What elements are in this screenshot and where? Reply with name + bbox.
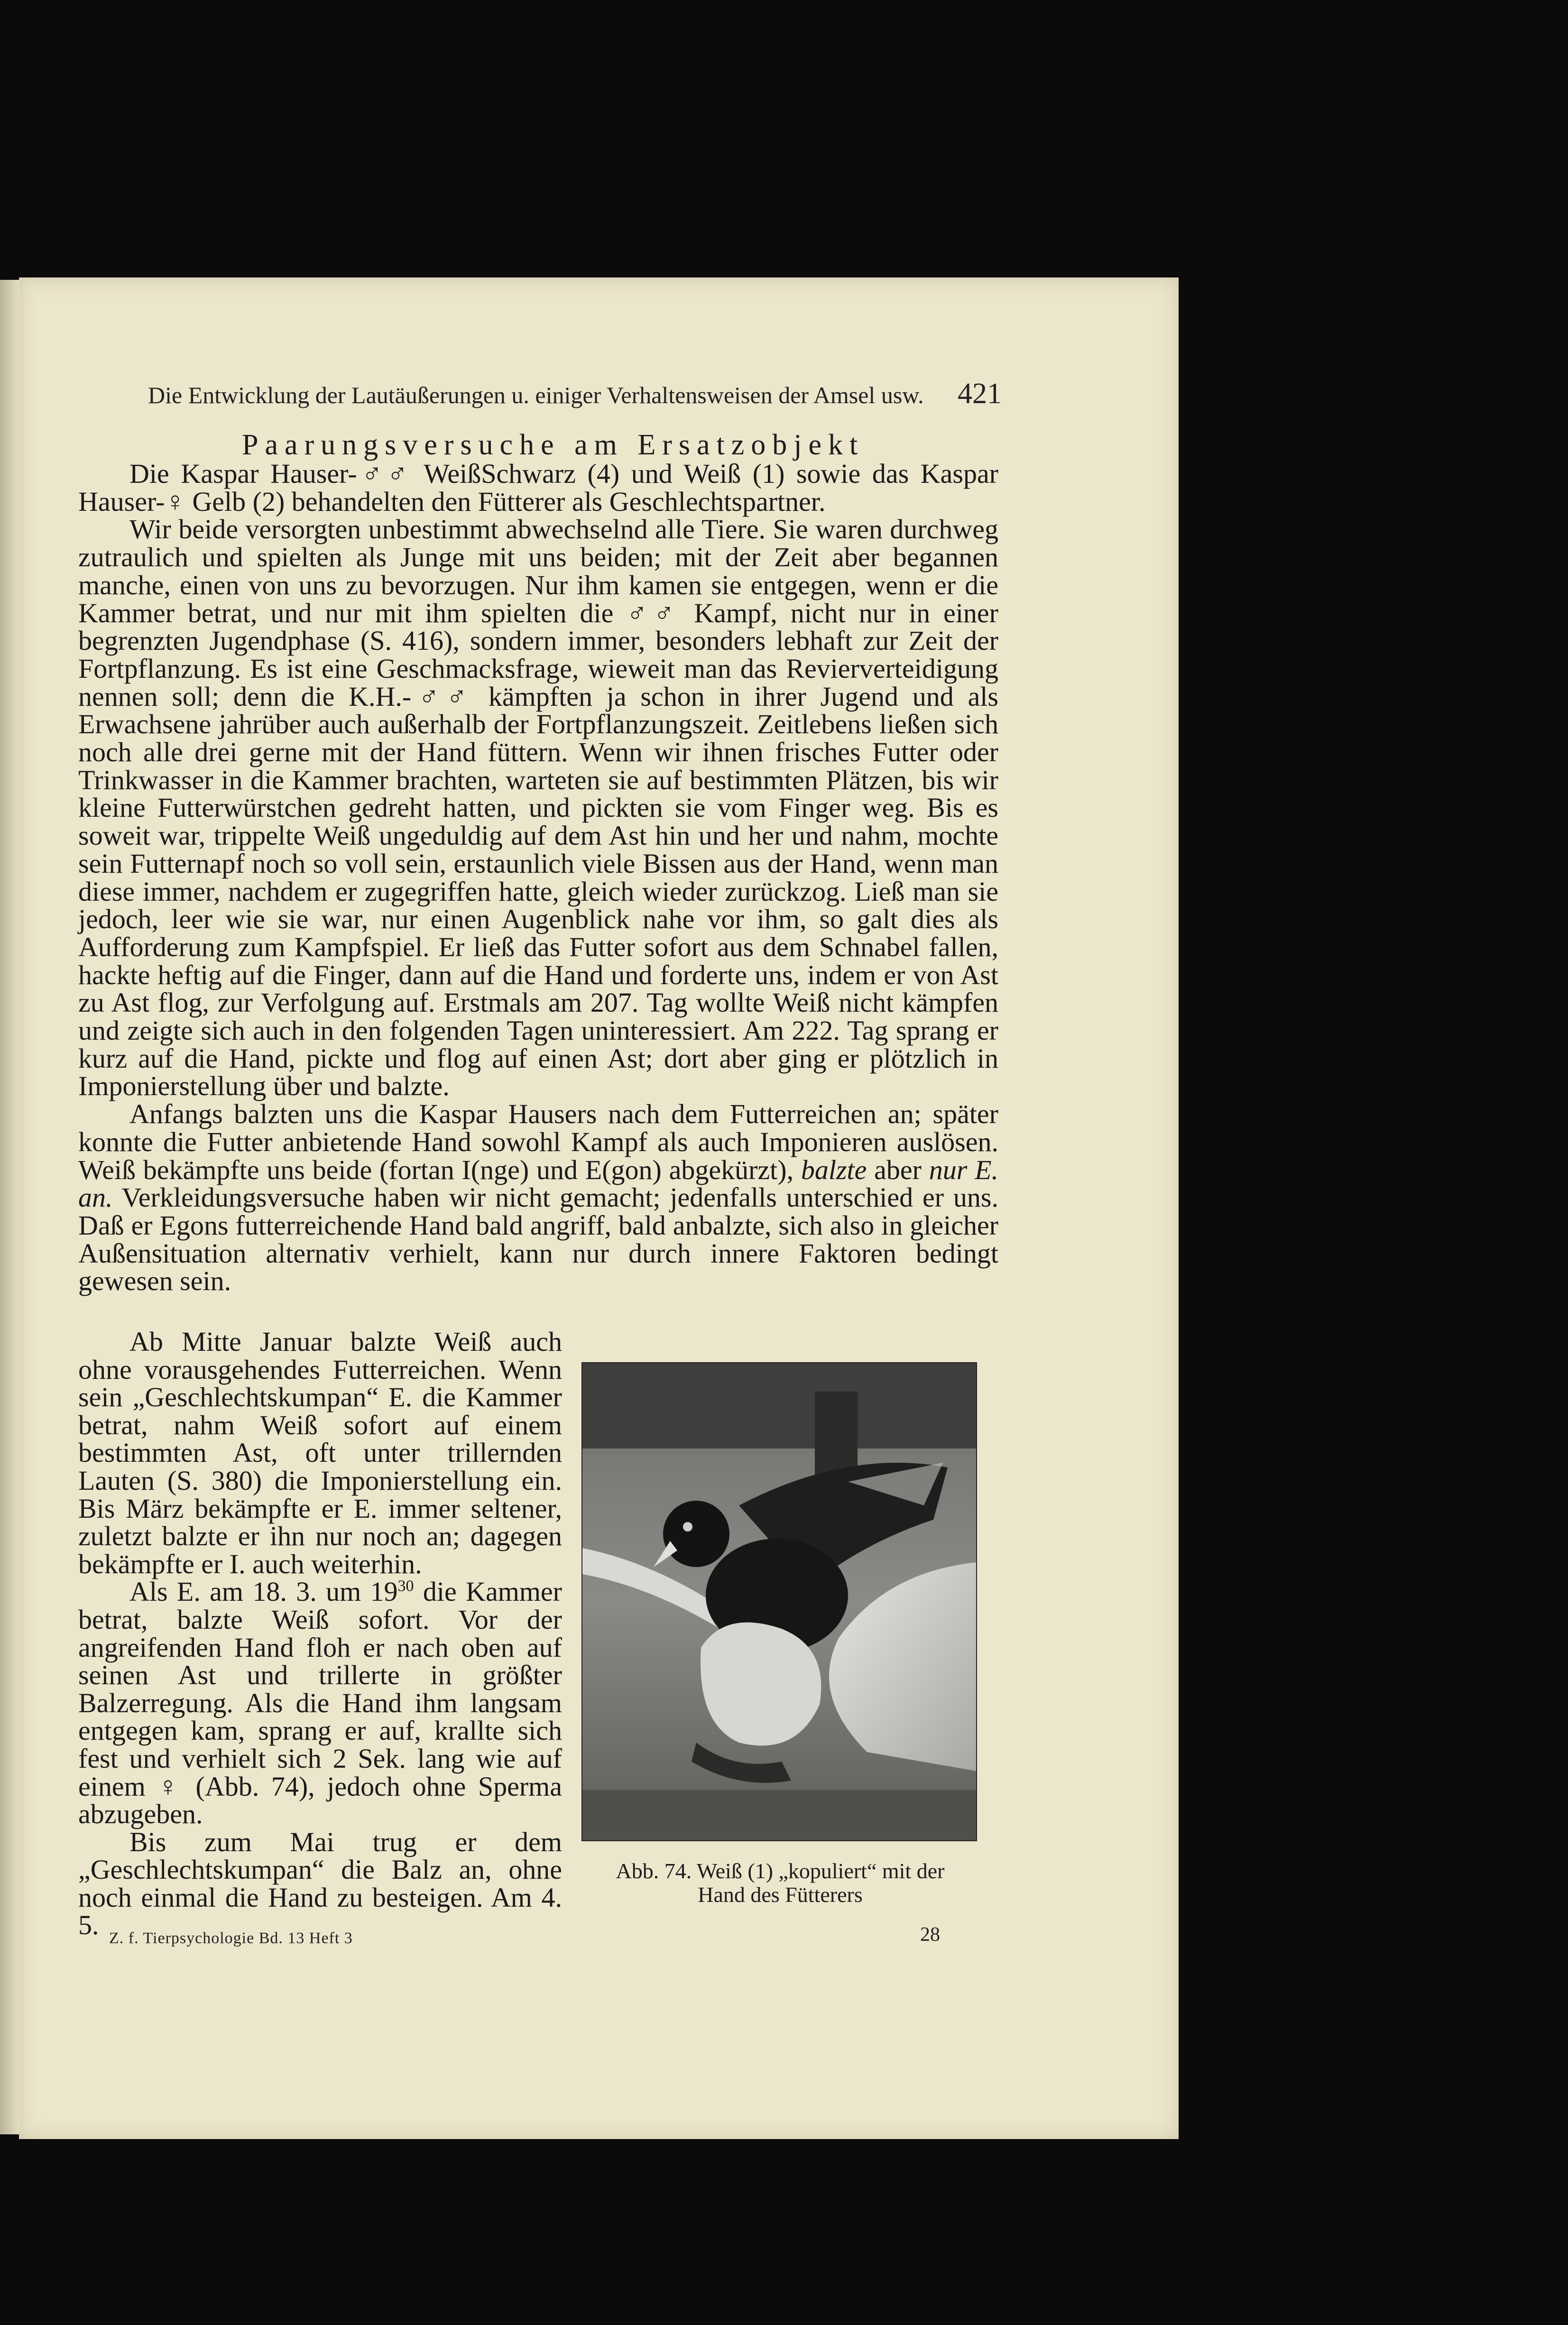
paragraph-4: Ab Mitte Januar balzte Weiß auch ohne vorausgehendes Futterreichen. Wenn sein „Geschlechtskumpan“ E. die Kammer betrat, nahm Weiß sofort auf einem bestimmten Ast, oft unter trillernden Lauten (S. 380) die Imponierstellung ein. Bis März bekämpfte er E. immer seltener, zuletzt balzte er ihn nur noch an; dagegen bekämpfte er I. auch weiterhin. xyxy=(78,1326,562,1579)
adjacent-page-edge xyxy=(0,280,19,2134)
para3-emphasis-1: balzte xyxy=(801,1154,867,1185)
caption-line-1: Abb. 74. Weiß (1) „kopuliert“ mit der xyxy=(616,1859,945,1883)
time-superscript: 30 xyxy=(397,1578,414,1596)
figure-photo-blackbird-on-hand xyxy=(581,1362,977,1841)
paragraph-1: Die Kaspar Hauser-♂♂ WeißSchwarz (4) und Weiß (1) sowie das Kaspar Hauser-♀ Gelb (2) behandelten den Fütterer als Geschlechtspartner. xyxy=(78,458,998,517)
photo-bottom xyxy=(582,1790,976,1840)
para5-before: Als E. am 18. 3. um 19 xyxy=(129,1576,398,1607)
para3-before: Anfangs balzten uns die Kaspar Hausers nach dem Futterreichen an; später konnte die Futter anbietende Hand sowohl Kampf als auch Imponieren auslösen. Weiß bekämpfte uns beide (fortan I(nge) und E(gon) abgekürzt), xyxy=(78,1098,998,1185)
bird-head xyxy=(663,1501,729,1567)
book-page xyxy=(19,277,1179,2139)
running-header xyxy=(148,377,1002,411)
running-title: Die Entwicklung der Lautäußerungen u. einiger Verhaltensweisen der Amsel usw. xyxy=(148,382,924,408)
para5-after: die Kammer betrat, balzte Weiß sofort. Vor der angreifenden Hand floh er nach oben auf seinen Ast und trillerte in größter Balzerregung. Als die Hand ihm langsam entgegen kam, sprang er auf, krallte sich fest und verhielt sich 2 Sek. lang wie auf einem ♀ (Abb. 74), jedoch ohne Sperma abzugeben. xyxy=(78,1576,562,1830)
paragraph-6: Bis zum Mai trug er dem „Geschlechtskumpan“ die Balz an, ohne noch einmal die Hand zu besteigen. Am 4. 5. xyxy=(78,1826,562,1941)
paragraph-5 xyxy=(78,1578,562,1828)
figure-caption xyxy=(583,1859,977,1907)
paragraph-3 xyxy=(78,1100,998,1295)
paragraph-2: Wir beide versorgten unbestimmt abwechselnd alle Tiere. Sie waren durchweg zutraulich und spielten als Junge mit uns beiden; mit der Zeit aber begannen manche, einen von uns zu bevorzugen. Nur ihm kamen sie entgegen, wenn er die Kammer betrat, und nur mit ihm spielten die ♂♂ Kampf, nicht nur in einer begrenzten Jugendphase (S. 416), sondern immer, besonders lebhaft zur Zeit der Fortpflanzung. Es ist eine Geschmacksfrage, wieweit man das Revierverteidigung nennen soll; denn die K.H.-♂♂ kämpften ja schon in ihrer Jugend und als Erwachsene jahrüber auch außerhalb der Fortpflanzungszeit. Zeitlebens ließen sich noch alle drei gerne mit der Hand füttern. Wenn wir ihnen frisches Futter oder Trinkwasser in die Kammer brachten, warteten sie auf bestimmten Plätzen, bis wir kleine Futterwürstchen gedreht hatten, und pickten sie vom Finger weg. Bis es soweit war, trippelte Weiß ungeduldig auf dem Ast hin und her und nahm, mochte sein Futternapf noch so voll sein, erstaunlich viele Bissen aus der Hand, wenn man diese immer, nachdem er zugegriffen hatte, gleich wieder zurückzog. Ließ man sie jedoch, leer wie sie war, nur einen Augenblick nahe vor ihm, so galt dies als Aufforderung zum Kampfspiel. Er ließ das Futter sofort aus dem Schnabel fallen, hackte heftig auf die Finger, dann auf die Hand und forderte uns, indem er von Ast zu Ast flog, zur Verfolgung auf. Erstmals am 207. Tag wollte Weiß nicht kämpfen und zeigte sich auch in den folgenden Tagen uninteressiert. Am 222. Tag sprang er kurz auf die Hand, pickte und flog auf einen Ast; dort aber ging er plötzlich in Imponierstellung über und balzte. xyxy=(78,514,998,1102)
caption-line-2: Hand des Fütterers xyxy=(698,1882,863,1907)
signature-mark: 28 xyxy=(920,1924,940,1946)
para3-after: Verkleidungsversuche haben wir nicht gemacht; jedenfalls unterschied er uns. Daß er Egons futterreichende Hand bald angriff, bald anbalzte, sich also in gleicher Außensituation alternativ verhielt, kann nur durch innere Faktoren bedingt gewesen sein. xyxy=(78,1182,998,1297)
section-title: Paarungsversuche am Ersatzobjekt xyxy=(242,429,865,461)
dark-top-area xyxy=(582,1363,976,1449)
para3-emphasis-2: nur E. an. xyxy=(78,1154,999,1213)
photo-illustration xyxy=(582,1363,976,1840)
para3-mid: aber xyxy=(867,1154,929,1185)
bird-eye xyxy=(683,1522,692,1532)
main-text xyxy=(78,460,998,1295)
page-number: 421 xyxy=(958,378,1002,410)
wrapped-text-column xyxy=(78,1328,562,1939)
journal-footer: Z. f. Tierpsychologie Bd. 13 Heft 3 xyxy=(109,1929,353,1947)
